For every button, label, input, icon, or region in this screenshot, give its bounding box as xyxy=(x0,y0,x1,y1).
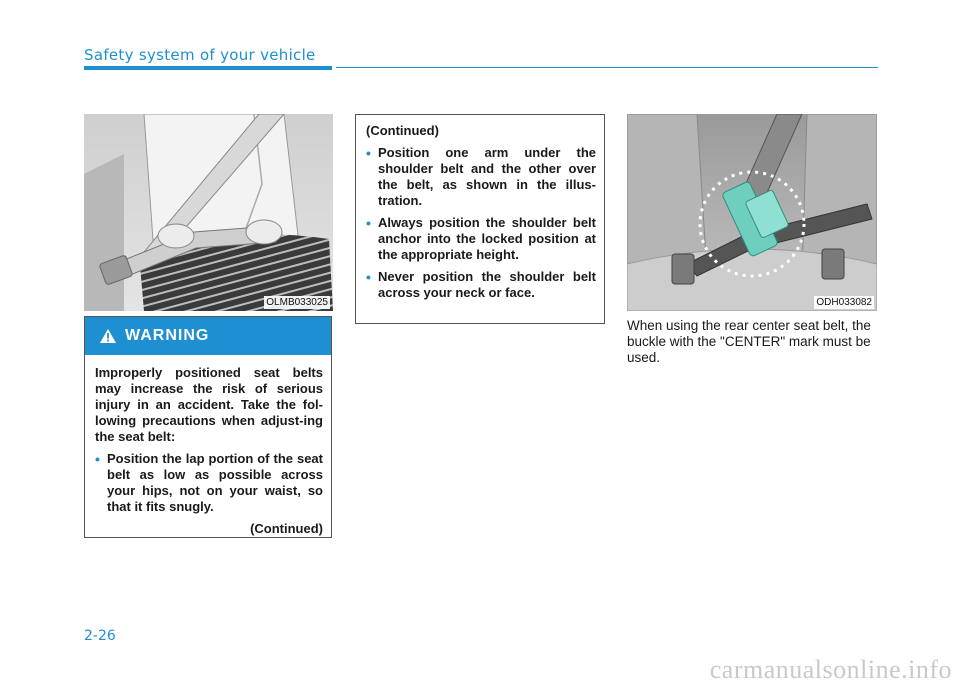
continued-warning-box xyxy=(355,114,605,324)
center-buckle-drawing xyxy=(627,114,877,311)
center-buckle-illustration xyxy=(627,114,877,311)
figure-code: ODH033082 xyxy=(816,297,872,308)
warning-intro: Improperly positioned seat belts may increase the risk of serious injury in an accident. Take the fol-lowing precautions when adjust-ing the seat belt: xyxy=(95,365,323,444)
warning-title: WARNING xyxy=(125,327,210,344)
warning-triangle-icon xyxy=(99,328,117,344)
watermark: carmanualsonline.info xyxy=(709,655,952,684)
continued-label: (Continued) xyxy=(250,521,323,536)
bullet-dot-icon: • xyxy=(366,145,371,161)
bullet-dot-icon: • xyxy=(366,269,371,285)
lap-belt-drawing xyxy=(84,114,333,311)
warning-bullet xyxy=(95,451,323,515)
bullet-text: Never position the shoulder belt across your neck or face. xyxy=(378,269,596,300)
warning-body xyxy=(85,355,331,537)
page-number: 2-26 xyxy=(84,628,116,644)
header-accent-bar xyxy=(84,66,332,70)
lap-belt-illustration xyxy=(84,114,333,311)
bullet-dot-icon: • xyxy=(366,215,371,231)
figure-code: OLMB033025 xyxy=(266,297,328,308)
warning-box xyxy=(84,316,332,538)
bullet-text: Always position the shoulder belt anchor into the locked position at the appropriate height. xyxy=(378,215,596,262)
section-title: Safety system of your vehicle xyxy=(84,46,316,64)
bullet-dot-icon: • xyxy=(95,451,100,467)
bullet-text: Position one arm under the shoulder belt and the other over the belt, as shown in the illus-tration. xyxy=(378,145,596,208)
continued-bullet xyxy=(366,145,596,209)
center-belt-note: When using the rear center seat belt, the buckle with the "CENTER" mark must be used. xyxy=(627,318,871,365)
header-rule xyxy=(336,67,878,68)
warning-header xyxy=(85,317,331,355)
continued-bullet xyxy=(366,215,596,263)
continued-heading: (Continued) xyxy=(366,123,439,138)
continued-bullet xyxy=(366,269,596,301)
bullet-text: Position the lap portion of the seat belt as low as possible across your hips, not on your waist, so that it fits snugly. xyxy=(107,451,323,514)
